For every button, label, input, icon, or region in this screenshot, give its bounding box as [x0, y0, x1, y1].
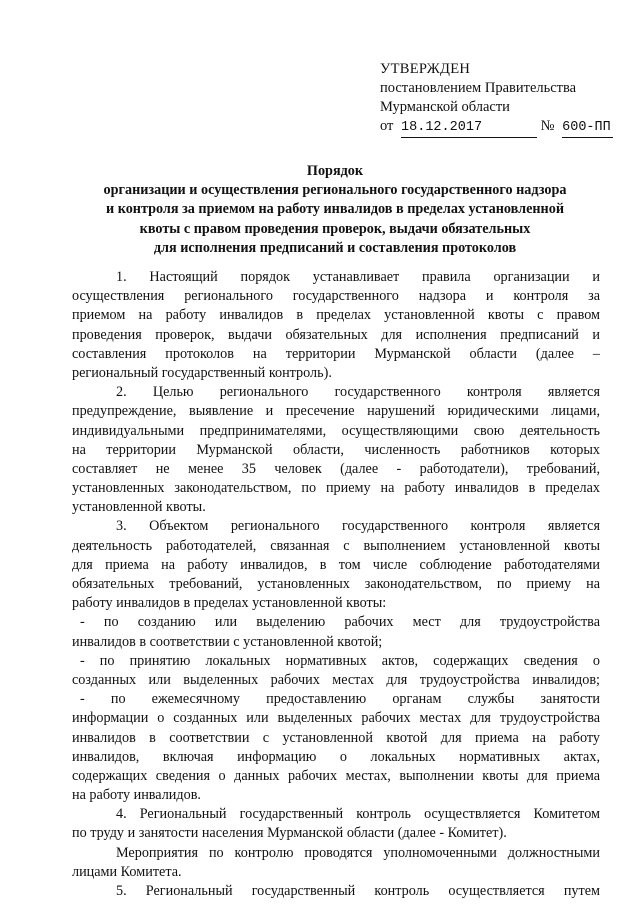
approval-title: УТВЕРЖДЕН: [380, 61, 471, 77]
document-body: [72, 268, 600, 901]
paragraph-1-line: составления протоколов на территории Мурманской области (далее –: [72, 345, 600, 362]
paragraph-2-line: установленной квоты.: [72, 499, 206, 516]
paragraph-1-line: приемом на работу инвалидов в пределах установленной квоты с правом: [72, 307, 600, 324]
approval-number-label: №: [540, 118, 555, 134]
approval-date: 18.12.2017: [401, 118, 537, 138]
paragraph-3-line: деятельность работодателей, связанная с выполнением установленной квоты: [72, 537, 600, 554]
approval-from-label: от: [380, 118, 394, 134]
paragraph-1-line: 1. Настоящий порядок устанавливает правила организации и: [116, 269, 600, 285]
approval-region-line: Мурманской области: [380, 99, 510, 115]
paragraph-3-line: для приема на работу инвалидов, в том числе соблюдение работодателями: [72, 556, 600, 573]
approval-number: 600-ПП: [562, 118, 613, 138]
paragraph-1-line: проведения проверок, выдачи обязательных для исполнения предписаний и: [72, 326, 600, 343]
paragraph-2-line: индивидуальными предпринимателями, осуществляющими свою деятельность: [72, 422, 600, 439]
paragraph-2-line: составляет не менее 35 человек (далее - работодатели), требований,: [72, 460, 600, 477]
heading-line: и контроля за приемом на работу инвалидов в пределах установленной: [105, 201, 565, 218]
paragraph-3-line: 3. Объектом регионального государственного контроля является: [116, 518, 600, 535]
approval-date-line: [380, 117, 630, 138]
list-item-line: инвалидов в соответствии с установленной квотой;: [72, 633, 383, 650]
heading-line: для исполнения предписаний и составления протоколов: [153, 239, 517, 256]
paragraph-2-line: предупреждение, выявление и пресечение нарушений юридическими лицами,: [72, 403, 600, 420]
paragraph-4-line: Мероприятия по контролю проводятся уполномоченными должностными: [116, 844, 600, 861]
document-heading: [70, 162, 600, 258]
paragraph-2-line: 2. Целью регионального государственного контроля является: [116, 384, 600, 401]
heading-title: Порядок: [306, 163, 364, 179]
list-item-line: созданных или выделенных рабочих местах для трудоустройства инвалидов;: [72, 671, 600, 688]
list-item-line: информации о созданных или выделенных рабочих местах для трудоустройства: [72, 710, 600, 727]
approval-decree-line: постановлением Правительства: [380, 80, 577, 96]
list-item-line: на работу инвалидов.: [72, 787, 201, 804]
list-item-line: - по принятию локальных нормативных актов, содержащих сведения о: [80, 652, 600, 669]
paragraph-1-line: осуществления регионального государственного надзора и контроля за: [72, 288, 600, 305]
paragraph-4-line: 4. Региональный государственный контроль осуществляется Комитетом: [116, 806, 600, 823]
paragraph-2-line: на территории Мурманской области, численность работников которых: [72, 441, 600, 458]
heading-line: организации и осуществления регионального государственного надзора: [103, 182, 567, 199]
paragraph-1-line: региональный государственный контроль).: [72, 364, 332, 381]
heading-line: квоты с правом проведения проверок, выдачи обязательных: [139, 220, 531, 237]
paragraph-5-line: 5. Региональный государственный контроль осуществляется путем: [116, 883, 600, 899]
paragraph-3-line: работу инвалидов в пределах установленной квоты:: [72, 595, 387, 612]
list-item-line: содержащих сведения о данных рабочих местах, выполнении квоты для приема: [72, 767, 600, 784]
list-item-line: - по созданию или выделению рабочих мест для трудоустройства: [80, 614, 600, 631]
list-item-line: инвалидов в соответствии с установленной квотой для приема на работу: [72, 729, 600, 746]
paragraph-4-line: лицами Комитета.: [72, 863, 182, 880]
paragraph-2-line: установленных законодательством, по приему на работу инвалидов в пределах: [72, 480, 600, 497]
list-item-line: инвалидов, включая информацию о локальных нормативных актах,: [72, 748, 600, 765]
paragraph-4-line: по труду и занятости населения Мурманской области (далее - Комитет).: [72, 825, 507, 842]
list-item-line: - по ежемесячному предоставлению органам службы занятости: [80, 691, 600, 708]
approval-stamp: [380, 60, 630, 138]
paragraph-3-line: обязательных требований, установленных законодательством, по приему на: [72, 576, 600, 592]
